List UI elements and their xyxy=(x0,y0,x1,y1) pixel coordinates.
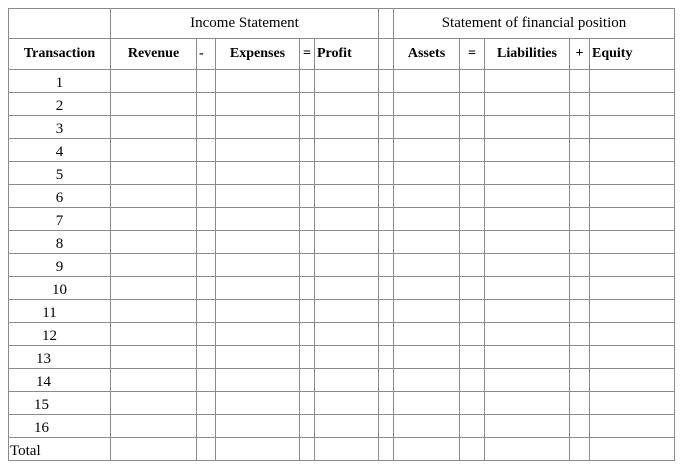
entry-cell[interactable] xyxy=(111,277,197,300)
entry-cell[interactable] xyxy=(111,231,197,254)
total-cell[interactable] xyxy=(394,438,460,461)
entry-cell[interactable] xyxy=(300,415,315,438)
entry-cell[interactable] xyxy=(300,346,315,369)
entry-cell[interactable] xyxy=(300,93,315,116)
entry-cell[interactable] xyxy=(590,139,675,162)
transaction-number xyxy=(9,231,111,254)
equity-header: Equity xyxy=(590,39,675,70)
transaction-number-text: 10 xyxy=(52,282,67,298)
total-cell[interactable] xyxy=(570,438,590,461)
entry-cell[interactable] xyxy=(379,139,394,162)
entry-cell[interactable] xyxy=(485,346,570,369)
group-header-row xyxy=(9,9,675,39)
entry-cell[interactable] xyxy=(570,208,590,231)
entry-cell[interactable] xyxy=(460,277,485,300)
transaction-header: Transaction xyxy=(9,39,111,70)
entry-cell[interactable] xyxy=(379,162,394,185)
table-row xyxy=(9,162,675,185)
entry-cell[interactable] xyxy=(216,70,300,93)
entry-cell[interactable] xyxy=(394,415,460,438)
revenue-header: Revenue xyxy=(111,39,197,70)
table-row xyxy=(9,208,675,231)
entry-cell[interactable] xyxy=(111,70,197,93)
entry-cell[interactable] xyxy=(379,70,394,93)
entry-cell[interactable] xyxy=(485,415,570,438)
table-row xyxy=(9,254,675,277)
entry-cell[interactable] xyxy=(315,185,379,208)
entry-cell[interactable] xyxy=(197,323,216,346)
transaction-number xyxy=(9,70,111,93)
entry-cell[interactable] xyxy=(216,185,300,208)
table-row xyxy=(9,415,675,438)
equals-operator: = xyxy=(300,39,315,70)
entry-cell[interactable] xyxy=(590,346,675,369)
entry-cell[interactable] xyxy=(111,139,197,162)
transaction-number-text: 5 xyxy=(55,167,64,183)
separator-cell xyxy=(379,39,394,70)
entry-cell[interactable] xyxy=(300,277,315,300)
entry-cell[interactable] xyxy=(315,231,379,254)
entry-cell[interactable] xyxy=(197,300,216,323)
entry-cell[interactable] xyxy=(394,93,460,116)
entry-cell[interactable] xyxy=(590,323,675,346)
transaction-number xyxy=(9,277,111,300)
entry-cell[interactable] xyxy=(570,93,590,116)
expenses-header: Expenses xyxy=(216,39,300,70)
transaction-number-text: 2 xyxy=(55,98,64,114)
total-cell[interactable] xyxy=(485,438,570,461)
entry-cell[interactable] xyxy=(379,231,394,254)
entry-cell[interactable] xyxy=(485,300,570,323)
total-cell[interactable] xyxy=(379,438,394,461)
transaction-number-text: 6 xyxy=(55,190,64,206)
entry-cell[interactable] xyxy=(379,93,394,116)
transaction-number xyxy=(9,139,111,162)
entry-cell[interactable] xyxy=(570,392,590,415)
entry-cell[interactable] xyxy=(300,231,315,254)
entry-cell[interactable] xyxy=(485,208,570,231)
entry-cell[interactable] xyxy=(379,254,394,277)
transaction-number xyxy=(9,323,111,346)
entry-cell[interactable] xyxy=(485,392,570,415)
entry-cell[interactable] xyxy=(590,369,675,392)
transaction-number-text: 13 xyxy=(36,351,51,367)
entry-cell[interactable] xyxy=(216,369,300,392)
entry-cell[interactable] xyxy=(300,323,315,346)
entry-cell[interactable] xyxy=(394,185,460,208)
transaction-number-text: 3 xyxy=(55,121,64,137)
entry-cell[interactable] xyxy=(315,93,379,116)
entry-cell[interactable] xyxy=(460,300,485,323)
entry-cell[interactable] xyxy=(590,208,675,231)
entry-cell[interactable] xyxy=(379,116,394,139)
worksheet-table xyxy=(8,8,675,461)
total-cell[interactable] xyxy=(111,438,197,461)
entry-cell[interactable] xyxy=(300,369,315,392)
entry-cell[interactable] xyxy=(460,254,485,277)
entry-cell[interactable] xyxy=(394,323,460,346)
entry-cell[interactable] xyxy=(485,70,570,93)
total-row xyxy=(9,438,675,461)
entry-cell[interactable] xyxy=(379,415,394,438)
entry-cell[interactable] xyxy=(590,300,675,323)
entry-cell[interactable] xyxy=(570,231,590,254)
table-row xyxy=(9,392,675,415)
table-row xyxy=(9,277,675,300)
entry-cell[interactable] xyxy=(300,185,315,208)
entry-cell[interactable] xyxy=(460,392,485,415)
transaction-number-text: 1 xyxy=(55,75,64,91)
entry-cell[interactable] xyxy=(379,369,394,392)
entry-cell[interactable] xyxy=(300,70,315,93)
entry-cell[interactable] xyxy=(379,346,394,369)
blank-corner-cell xyxy=(9,9,111,39)
entry-cell[interactable] xyxy=(216,277,300,300)
entry-cell[interactable] xyxy=(485,139,570,162)
entry-cell[interactable] xyxy=(197,93,216,116)
entry-cell[interactable] xyxy=(590,415,675,438)
equals-operator: = xyxy=(460,39,485,70)
entry-cell[interactable] xyxy=(111,346,197,369)
entry-cell[interactable] xyxy=(394,162,460,185)
entry-cell[interactable] xyxy=(570,277,590,300)
entry-cell[interactable] xyxy=(300,392,315,415)
transaction-number-text: 9 xyxy=(55,259,64,275)
entry-cell[interactable] xyxy=(197,415,216,438)
entry-cell[interactable] xyxy=(216,116,300,139)
profit-header: Profit xyxy=(315,39,379,70)
entry-cell[interactable] xyxy=(111,369,197,392)
entry-cell[interactable] xyxy=(460,93,485,116)
transaction-number-text: 8 xyxy=(55,236,64,252)
entry-cell[interactable] xyxy=(590,185,675,208)
entry-cell[interactable] xyxy=(485,116,570,139)
entry-cell[interactable] xyxy=(570,185,590,208)
transaction-number xyxy=(9,369,111,392)
total-cell[interactable] xyxy=(590,438,675,461)
total-cell[interactable] xyxy=(315,438,379,461)
entry-cell[interactable] xyxy=(590,254,675,277)
entry-cell[interactable] xyxy=(197,70,216,93)
entry-cell[interactable] xyxy=(394,254,460,277)
entry-cell[interactable] xyxy=(485,231,570,254)
entry-cell[interactable] xyxy=(379,277,394,300)
financial-position-heading: Statement of financial position xyxy=(394,9,675,39)
entry-cell[interactable] xyxy=(216,231,300,254)
entry-cell[interactable] xyxy=(460,185,485,208)
table-row xyxy=(9,323,675,346)
entry-cell[interactable] xyxy=(315,346,379,369)
entry-cell[interactable] xyxy=(197,116,216,139)
entry-cell[interactable] xyxy=(379,300,394,323)
total-cell[interactable] xyxy=(460,438,485,461)
entry-cell[interactable] xyxy=(590,392,675,415)
minus-operator: - xyxy=(197,39,216,70)
transaction-worksheet xyxy=(8,8,675,461)
entry-cell[interactable] xyxy=(197,369,216,392)
liabilities-header: Liabilities xyxy=(485,39,570,70)
entry-cell[interactable] xyxy=(111,162,197,185)
table-row xyxy=(9,93,675,116)
entry-cell[interactable] xyxy=(315,208,379,231)
entry-cell[interactable] xyxy=(216,162,300,185)
entry-cell[interactable] xyxy=(394,392,460,415)
entry-cell[interactable] xyxy=(590,162,675,185)
transaction-number xyxy=(9,162,111,185)
transaction-number xyxy=(9,300,111,323)
entry-cell[interactable] xyxy=(315,254,379,277)
entry-cell[interactable] xyxy=(570,346,590,369)
entry-cell[interactable] xyxy=(379,392,394,415)
entry-cell[interactable] xyxy=(111,323,197,346)
entry-cell[interactable] xyxy=(570,162,590,185)
entry-cell[interactable] xyxy=(315,277,379,300)
transaction-number-text: 15 xyxy=(34,397,49,413)
entry-cell[interactable] xyxy=(570,415,590,438)
entry-cell[interactable] xyxy=(111,415,197,438)
entry-cell[interactable] xyxy=(315,323,379,346)
entry-cell[interactable] xyxy=(216,93,300,116)
entry-cell[interactable] xyxy=(197,185,216,208)
entry-cell[interactable] xyxy=(216,323,300,346)
entry-cell[interactable] xyxy=(300,139,315,162)
entry-cell[interactable] xyxy=(590,116,675,139)
entry-cell[interactable] xyxy=(460,323,485,346)
entry-cell[interactable] xyxy=(197,139,216,162)
entry-cell[interactable] xyxy=(590,231,675,254)
entry-cell[interactable] xyxy=(570,139,590,162)
entry-cell[interactable] xyxy=(300,300,315,323)
entry-cell[interactable] xyxy=(460,415,485,438)
entry-cell[interactable] xyxy=(315,392,379,415)
entry-cell[interactable] xyxy=(485,185,570,208)
entry-cell[interactable] xyxy=(460,208,485,231)
entry-cell[interactable] xyxy=(394,116,460,139)
entry-cell[interactable] xyxy=(394,139,460,162)
entry-cell[interactable] xyxy=(460,369,485,392)
entry-cell[interactable] xyxy=(570,369,590,392)
transaction-number xyxy=(9,208,111,231)
transaction-number-text: 11 xyxy=(42,305,57,321)
transaction-number xyxy=(9,116,111,139)
entry-cell[interactable] xyxy=(315,116,379,139)
entry-cell[interactable] xyxy=(315,162,379,185)
entry-cell[interactable] xyxy=(197,346,216,369)
entry-cell[interactable] xyxy=(216,139,300,162)
entry-cell[interactable] xyxy=(570,323,590,346)
transaction-number xyxy=(9,254,111,277)
entry-cell[interactable] xyxy=(315,139,379,162)
entry-cell[interactable] xyxy=(300,208,315,231)
plus-operator: + xyxy=(570,39,590,70)
entry-cell[interactable] xyxy=(216,300,300,323)
entry-cell[interactable] xyxy=(379,208,394,231)
entry-cell[interactable] xyxy=(111,254,197,277)
entry-cell[interactable] xyxy=(379,185,394,208)
entry-cell[interactable] xyxy=(394,70,460,93)
entry-cell[interactable] xyxy=(197,231,216,254)
entry-cell[interactable] xyxy=(460,231,485,254)
entry-cell[interactable] xyxy=(300,254,315,277)
column-header-row xyxy=(9,39,675,70)
entry-cell[interactable] xyxy=(570,254,590,277)
entry-cell[interactable] xyxy=(111,185,197,208)
entry-cell[interactable] xyxy=(111,93,197,116)
table-row xyxy=(9,139,675,162)
total-cell[interactable] xyxy=(197,438,216,461)
transaction-number xyxy=(9,93,111,116)
entry-cell[interactable] xyxy=(379,323,394,346)
transaction-number-text: 14 xyxy=(36,374,51,390)
transaction-number-text: 16 xyxy=(34,420,49,436)
entry-cell[interactable] xyxy=(111,392,197,415)
separator-cell xyxy=(379,9,394,39)
entry-cell[interactable] xyxy=(460,70,485,93)
entry-cell[interactable] xyxy=(570,116,590,139)
income-statement-heading: Income Statement xyxy=(111,9,379,39)
entry-cell[interactable] xyxy=(197,392,216,415)
entry-cell[interactable] xyxy=(111,208,197,231)
entry-cell[interactable] xyxy=(111,300,197,323)
total-cell[interactable] xyxy=(216,438,300,461)
total-label: Total xyxy=(9,438,111,461)
transaction-number xyxy=(9,346,111,369)
table-row xyxy=(9,300,675,323)
table-row xyxy=(9,231,675,254)
entry-cell[interactable] xyxy=(216,415,300,438)
entry-cell[interactable] xyxy=(197,208,216,231)
table-row xyxy=(9,116,675,139)
entry-cell[interactable] xyxy=(485,369,570,392)
entry-cell[interactable] xyxy=(485,93,570,116)
entry-cell[interactable] xyxy=(315,415,379,438)
entry-cell[interactable] xyxy=(394,346,460,369)
transaction-number-text: 7 xyxy=(55,213,64,229)
entry-cell[interactable] xyxy=(460,116,485,139)
entry-cell[interactable] xyxy=(300,116,315,139)
entry-cell[interactable] xyxy=(590,70,675,93)
entry-cell[interactable] xyxy=(485,162,570,185)
entry-cell[interactable] xyxy=(485,254,570,277)
assets-header: Assets xyxy=(394,39,460,70)
transaction-number xyxy=(9,415,111,438)
entry-cell[interactable] xyxy=(485,277,570,300)
entry-cell[interactable] xyxy=(590,93,675,116)
transaction-number xyxy=(9,392,111,415)
table-row xyxy=(9,369,675,392)
entry-cell[interactable] xyxy=(197,162,216,185)
entry-cell[interactable] xyxy=(460,346,485,369)
entry-cell[interactable] xyxy=(216,254,300,277)
entry-cell[interactable] xyxy=(460,139,485,162)
entry-cell[interactable] xyxy=(394,300,460,323)
entry-cell[interactable] xyxy=(197,277,216,300)
entry-cell[interactable] xyxy=(394,369,460,392)
entry-cell[interactable] xyxy=(111,116,197,139)
table-row xyxy=(9,185,675,208)
entry-cell[interactable] xyxy=(394,277,460,300)
entry-cell[interactable] xyxy=(394,231,460,254)
entry-cell[interactable] xyxy=(394,208,460,231)
entry-cell[interactable] xyxy=(216,208,300,231)
transaction-number-text: 4 xyxy=(55,144,64,160)
entry-cell[interactable] xyxy=(300,162,315,185)
entry-cell[interactable] xyxy=(216,392,300,415)
table-row xyxy=(9,346,675,369)
entry-cell[interactable] xyxy=(570,70,590,93)
entry-cell[interactable] xyxy=(315,70,379,93)
entry-cell[interactable] xyxy=(197,254,216,277)
entry-cell[interactable] xyxy=(315,369,379,392)
total-cell[interactable] xyxy=(300,438,315,461)
table-row xyxy=(9,70,675,93)
entry-cell[interactable] xyxy=(570,300,590,323)
entry-cell[interactable] xyxy=(590,277,675,300)
entry-cell[interactable] xyxy=(485,323,570,346)
entry-cell[interactable] xyxy=(216,346,300,369)
transaction-number xyxy=(9,185,111,208)
entry-cell[interactable] xyxy=(315,300,379,323)
entry-cell[interactable] xyxy=(460,162,485,185)
transaction-number-text: 12 xyxy=(42,328,57,344)
